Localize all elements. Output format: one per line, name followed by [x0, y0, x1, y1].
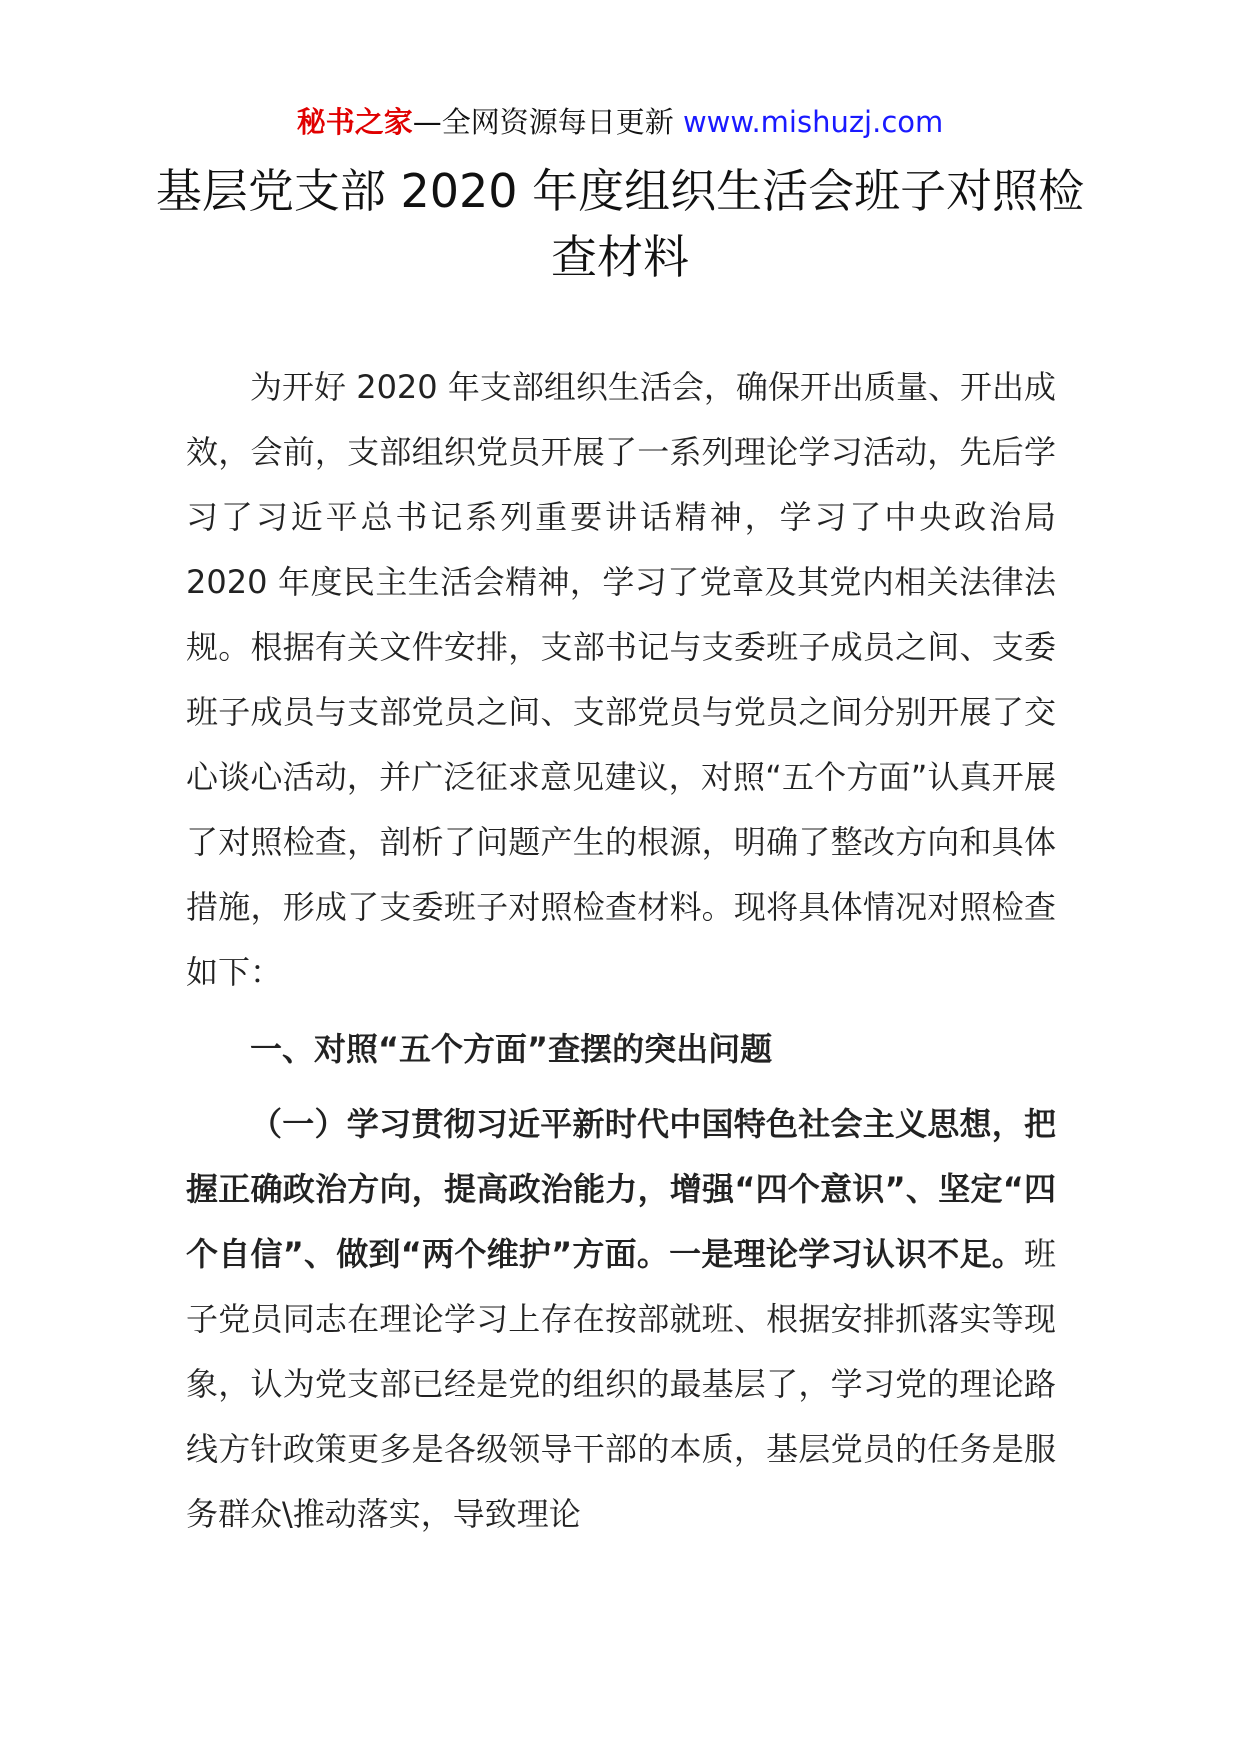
point-title-1: 一是理论学习认识不足。	[669, 1235, 1024, 1273]
site-url-link[interactable]: www.mishuzj.com	[682, 105, 944, 139]
subsection-heading-1: （一）学习贯彻习近平新时代中国特色社会主义思想，把握正确政治方向，提高政治能力，增强“四个意识”、坚定“四个自信”、做到“两个维护”方面。	[186, 1105, 1056, 1273]
document-body	[186, 355, 1056, 1547]
site-tagline: —全网资源每日更新	[412, 105, 674, 139]
site-header	[0, 100, 1240, 144]
intro-paragraph: 为开好 2020 年支部组织生活会，确保开出质量、开出成效，会前，支部组织党员开展了一系列理论学习活动，先后学习了习近平总书记系列重要讲话精神，学习了中央政治局 2020 年度民主生活会精神，学习了党章及其党内相关法律法规。根据有关文件安排，支部书记与支委班子成员之间、支委班子成员与支部党员之间、支部党员与党员之间分别开展了交心谈心活动，并广泛征求意见建议，对照“五个方面”认真开展了对照检查，剖析了问题产生的根源，明确了整改方向和具体措施，形成了支委班子对照检查材料。现将具体情况对照检查如下：	[186, 368, 1056, 991]
section-heading-1: 一、对照“五个方面”查摆的突出问题	[250, 1030, 773, 1068]
point-body-1: 班子党员同志在理论学习上存在按部就班、根据安排抓落实等现象，认为党支部已经是党的组织的最基层了，学习党的理论路线方针政策更多是各级领导干部的本质，基层党员的任务是服务群众\推动落实，导致理论	[186, 1235, 1056, 1533]
subsection-paragraph-1	[186, 1092, 1056, 1547]
site-brand: 秘书之家	[296, 105, 413, 139]
document-title: 基层党支部 2020 年度组织生活会班子对照检查材料	[155, 164, 1085, 284]
